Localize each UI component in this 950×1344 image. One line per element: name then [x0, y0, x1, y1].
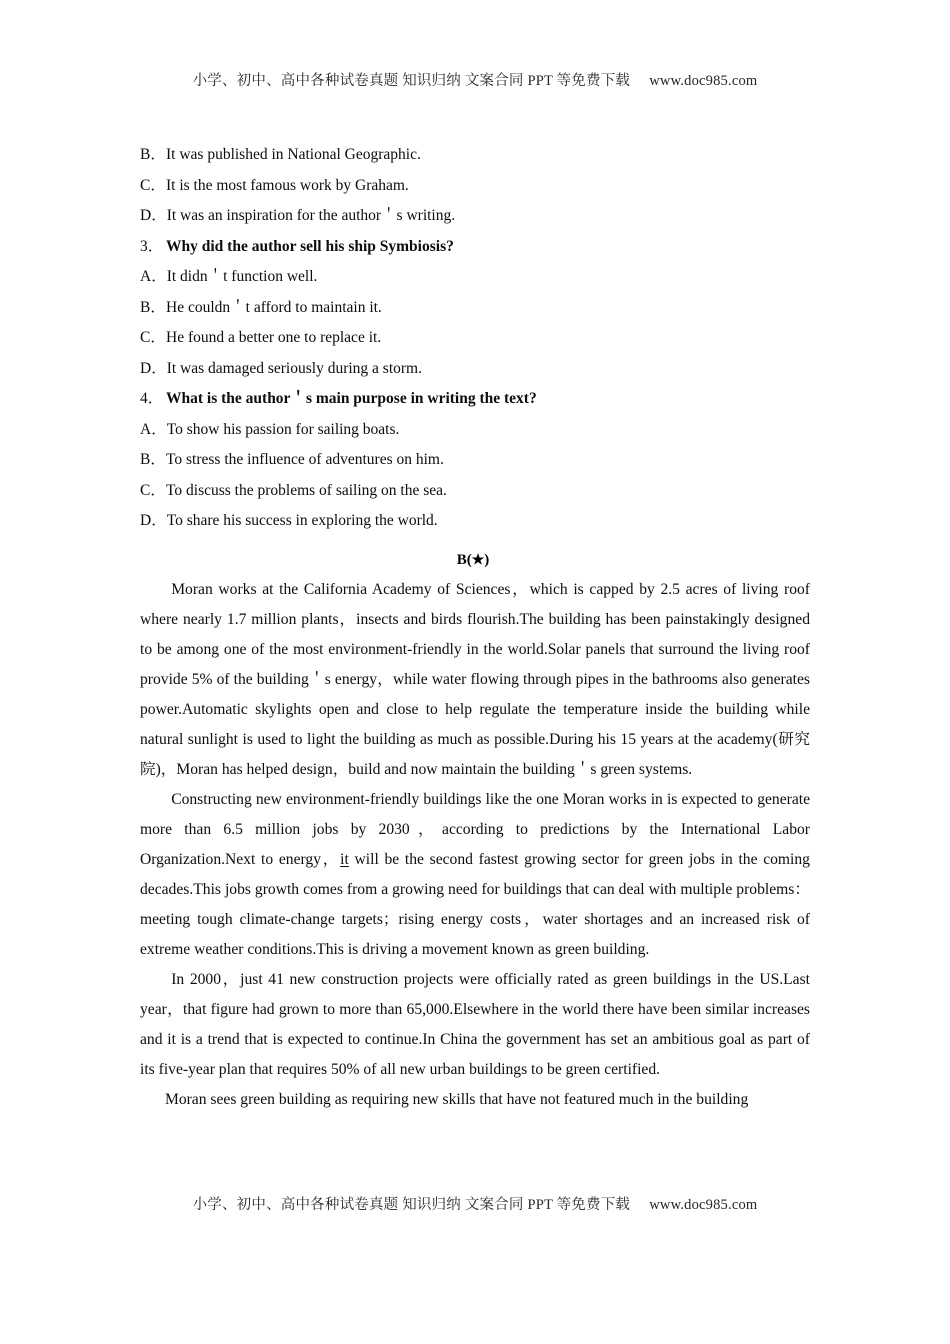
option-marker: C．: [140, 176, 166, 194]
paren-close: ): [484, 551, 490, 568]
passage-paragraph-4: Moran sees green building as requiring new skills that have not featured much in the building: [164, 1090, 749, 1108]
option-text: To stress the influence of adventures on him.: [166, 451, 444, 468]
option-text: To discuss the problems of sailing on the sea.: [166, 481, 447, 499]
question-text: What is the author＇s main purpose in writing the text?: [166, 390, 537, 407]
option-item: [140, 445, 810, 476]
option-item: [140, 506, 810, 537]
passage-letter: B: [456, 551, 467, 568]
star-icon: ★: [471, 552, 485, 568]
option-marker: B．: [140, 451, 166, 468]
option-item: [140, 476, 810, 507]
option-marker: D．: [140, 207, 167, 224]
page-footer: 小学、初中、高中各种试卷真题 知识归纳 文案合同 PPT 等免费下载 www.doc985.com: [192, 1197, 758, 1213]
option-marker: A．: [140, 268, 167, 285]
paragraph-2-part-a: Constructing new environment-friendly buildings like the one Moran works in is expected to generate more than 6.5 million jobs by 2030，according to predictions by the International Labor Organization.Next to energy，: [140, 790, 810, 868]
passage-paragraph-2: [140, 785, 810, 965]
option-text: He found a better one to replace it.: [166, 329, 382, 346]
option-item: [140, 323, 810, 354]
option-text: It was damaged seriously during a storm.: [166, 359, 422, 377]
question-number: 3．: [140, 237, 164, 255]
option-text: It is the most famous work by Graham.: [166, 176, 409, 194]
option-item: [140, 201, 810, 232]
paren-open: (: [466, 551, 472, 568]
option-marker: D．: [140, 512, 167, 529]
option-marker: B．: [140, 298, 166, 316]
option-text: It didn＇t function well.: [166, 268, 318, 285]
question-stem-4: [140, 384, 810, 415]
option-text: He couldn＇t afford to maintain it.: [166, 298, 382, 316]
option-item: [140, 171, 810, 202]
option-item: [140, 415, 810, 446]
question-text: Why did the author sell his ship Symbiosis?: [166, 237, 454, 255]
question-stem-3: [140, 232, 810, 263]
option-text: To share his success in exploring the world.: [166, 512, 438, 529]
option-marker: C．: [140, 481, 166, 499]
option-marker: B．: [140, 146, 166, 163]
page-header: 小学、初中、高中各种试卷真题 知识归纳 文案合同 PPT 等免费下载 www.doc985.com: [192, 73, 758, 89]
option-item: [140, 140, 810, 171]
option-marker: D．: [140, 359, 167, 377]
option-marker: C．: [140, 329, 166, 346]
option-text: It was an inspiration for the author＇s writing.: [166, 207, 456, 224]
option-item: [140, 262, 810, 293]
question-number: 4．: [140, 390, 164, 407]
passage-paragraph-1: Moran works at the California Academy of Sciences，which is capped by 2.5 acres of living roof where nearly 1.7 million plants，insects and birds flourish.The building has been painstakingly designed to be among one of the most environment-friendly in the world.Solar panels that surround the living roof provide 5% of the building＇s energy，while water flowing through pipes in the bathrooms also generates power.Automatic skylights open and close to help regulate the temperature inside the building while natural sunlight is used to light the building as much as possible.During his 15 years at the academy(研究院)，Moran has helped design，build and now maintain the building＇s green systems.: [140, 580, 810, 778]
option-text: It was published in National Geographic.: [166, 146, 421, 163]
option-text: To show his passion for sailing boats.: [166, 420, 400, 438]
paragraph-2-part-b: will be the second fastest growing sector for green jobs in the coming decades.This jobs growth comes from a growing need for buildings that can deal with multiple problems：meeting tough climate-change targets；rising energy costs，water shortages and an increased risk of extreme weather conditions.This is driving a movement known as green building.: [140, 850, 810, 958]
option-marker: A．: [140, 420, 167, 438]
passage-label-b: [140, 545, 810, 575]
option-item: [140, 354, 810, 385]
passage-paragraph-3: In 2000，just 41 new construction projects were officially rated as green buildings in the US.Last year，that figure had grown to more than 65,000.Elsewhere in the world there have been similar increases and it is a trend that is expected to continue.In China the government has set an ambitious goal as part of its five-year plan that requires 50% of all new urban buildings to be green certified.: [140, 970, 810, 1078]
page-content: [140, 140, 810, 1115]
option-item: [140, 293, 810, 324]
underlined-reference-word: it: [340, 850, 349, 868]
